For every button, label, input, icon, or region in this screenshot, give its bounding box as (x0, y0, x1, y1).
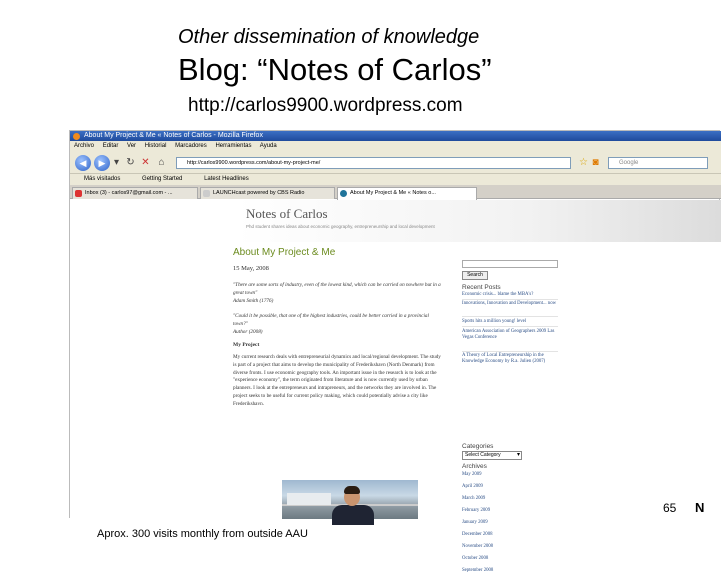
recent-posts-heading: Recent Posts (462, 284, 501, 291)
archive-link[interactable]: March 2009 (462, 496, 486, 501)
tab-launchcast[interactable] (200, 187, 335, 199)
blog-tagline: Phd student shares ideas about economic geography, entrepreneurship and local development (246, 224, 435, 229)
post-quote-1: "There are some sorts of industry, even of the lowest kind, which can be carried on nowhere but in a great town" (233, 282, 441, 296)
tab-bar (70, 185, 721, 199)
back-button[interactable]: ◀ (75, 155, 91, 171)
archive-link[interactable]: October 2008 (462, 556, 489, 561)
post-quote-2: "Could it be possible, that one of the highest industries, could be better carried in a provincial town?" (233, 313, 429, 327)
slide-url: http://carlos9900.wordpress.com (188, 95, 463, 116)
menu-bar (70, 141, 721, 152)
tab-label: LAUNCHcast powered by CBS Radio (213, 190, 305, 196)
slide-logo: N (695, 500, 705, 515)
stop-icon[interactable]: ✕ (141, 157, 150, 168)
post-quote-2-author: Author (2008) (233, 329, 263, 335)
menu-editar[interactable]: Editar (102, 143, 119, 149)
post-section-heading: My Project (233, 342, 260, 348)
archives-heading: Archives (462, 463, 487, 470)
menu-historial[interactable]: Historial (144, 143, 167, 149)
bookmarks-toolbar (70, 174, 721, 185)
blog-name[interactable]: Notes of Carlos (246, 206, 328, 221)
sidebar-search-button[interactable]: Search (462, 271, 488, 280)
menu-marcadores[interactable]: Marcadores (175, 143, 207, 149)
recent-post-link[interactable]: Economic crisis... blame the MBA's? (462, 292, 534, 297)
archive-link[interactable]: November 2008 (462, 544, 494, 549)
slide-subtitle: Other dissemination of knowledge (178, 26, 480, 48)
archive-link[interactable]: January 2009 (462, 520, 488, 525)
slide-page-number: 65 (663, 501, 677, 515)
recent-post-link[interactable]: Innovations, Innovation and Development... now (462, 301, 557, 306)
blog-header (236, 200, 721, 242)
menu-herramientas[interactable]: Herramientas (215, 143, 252, 149)
address-bar[interactable]: http://carlos9900.wordpress.com/about-my-project-me/ (176, 157, 571, 169)
sidebar-search-input[interactable] (462, 260, 558, 268)
reload-icon[interactable]: ↻ (126, 157, 135, 168)
window-title: About My Project & Me « Notes of Carlos - Mozilla Firefox (84, 132, 263, 139)
tab-label: About My Project & Me « Notes o... (350, 190, 436, 196)
recent-post-link[interactable]: A Theory of Local Entrepreneurship in the Knowledge Economy by R.a. Julien (2007) (462, 353, 546, 365)
author-photo (282, 480, 418, 519)
bookmark-latest-headlines[interactable]: Latest Headlines (204, 176, 249, 182)
forward-button[interactable]: ▶ (94, 155, 110, 171)
wordpress-icon (340, 190, 347, 197)
post-quote-1-author: Adam Smith (1776) (233, 298, 274, 304)
post-body: My current research deals with entrepreneurial dynamics and local/regional development. The study is part of a project that aims to develop the municipality of Frederikshavn (North Denmark) from diverse fronts. I use economic geography tools. An important issue in the research is to look at the "experience economy", the term originated from literature and is now currently used by urban planners. I look at the entrepreneurs and intrapreneurs, and the networks they are involved in. The project seeks to be useful for current policy making, which could potentially advise a city like Frederikshavn. (233, 354, 441, 407)
archive-link[interactable]: May 2009 (462, 472, 482, 477)
tab-inbox[interactable] (72, 187, 198, 199)
search-box[interactable]: Google (608, 157, 708, 169)
gmail-icon (75, 190, 82, 197)
menu-archivo[interactable]: Archivo (74, 143, 95, 149)
slide-footer: Aprox. 300 visits monthly from outside AAU (97, 528, 308, 540)
window-titlebar (70, 131, 721, 141)
tab-label: Inbox (3) - carlos97@gmail.com - ... (85, 190, 173, 196)
bookmark-star-icon[interactable]: ☆ (579, 157, 588, 168)
slide-title: Blog: “Notes of Carlos” (178, 52, 492, 87)
post-date: 15 May, 2008 (233, 265, 269, 272)
firefox-icon (73, 133, 80, 140)
post-title[interactable]: About My Project & Me (233, 247, 336, 258)
bookmark-getting-started[interactable]: Getting Started (142, 176, 183, 182)
menu-ver[interactable]: Ver (127, 143, 137, 149)
categories-heading: Categories (462, 443, 494, 450)
category-select[interactable]: Select Category ▾ (462, 451, 522, 460)
archive-link[interactable]: December 2008 (462, 532, 493, 537)
home-icon[interactable]: ⌂ (158, 157, 165, 168)
archive-link[interactable]: February 2009 (462, 508, 491, 513)
archive-link[interactable]: April 2009 (462, 484, 483, 489)
tab-about-project[interactable] (337, 187, 477, 200)
bookmark-most-visited[interactable]: Más visitados (84, 176, 121, 182)
menu-ayuda[interactable]: Ayuda (259, 143, 277, 149)
rss-icon[interactable]: ◙ (592, 157, 599, 168)
archive-link[interactable]: September 2008 (462, 568, 494, 573)
recent-post-link[interactable]: Sports hits a million young! level (462, 319, 527, 324)
recent-post-link[interactable]: American Association of Geographers 2009 Las Vegas Conference (462, 329, 555, 341)
history-dropdown-icon[interactable]: ▾ (113, 157, 120, 168)
navigation-toolbar (70, 152, 721, 174)
page-icon (203, 190, 210, 197)
